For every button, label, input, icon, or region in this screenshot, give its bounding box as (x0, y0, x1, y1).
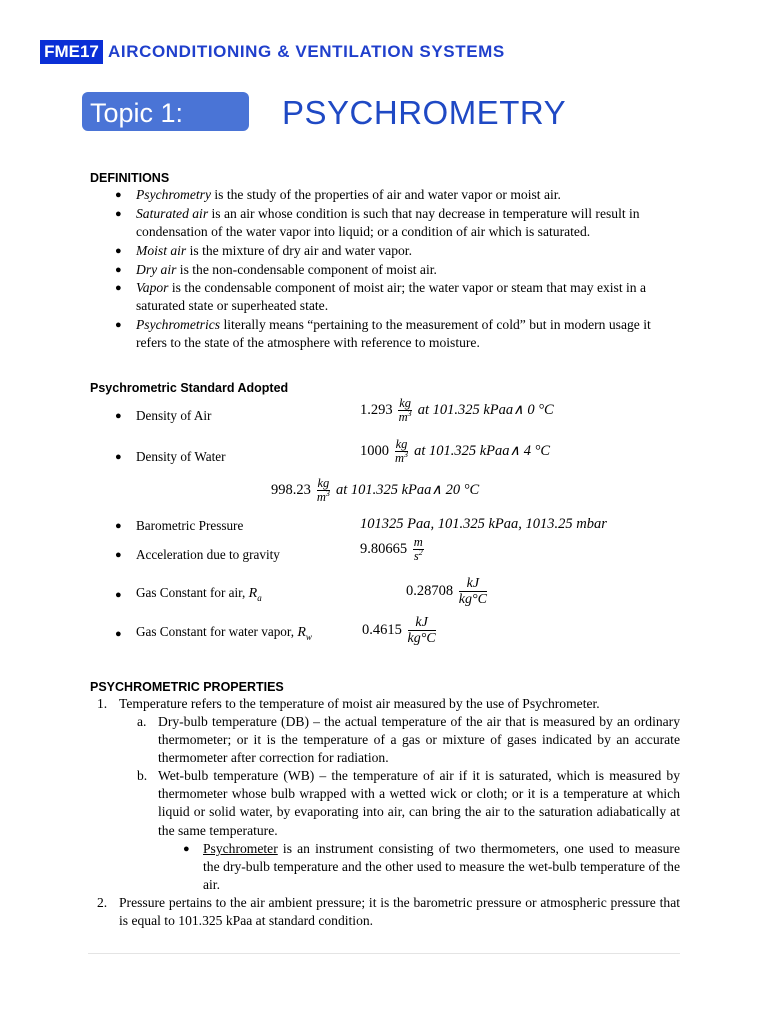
bullet-icon: ● (115, 282, 122, 294)
list-number: 1. (97, 696, 108, 711)
definition-term: Dry air (136, 262, 177, 277)
list-letter: b. (137, 768, 148, 783)
definitions-heading: DEFINITIONS (90, 171, 170, 185)
bullet-icon: ● (115, 589, 122, 601)
bullet-icon: ● (115, 628, 122, 640)
unit-fraction: $\frac{m}{s^2}$ (413, 535, 423, 563)
definition-item (136, 316, 680, 352)
gas-constant-water-label: Gas Constant for water vapor, $R_w$ (136, 624, 312, 642)
psychrometer-definition: Psychrometer is an instrument consisting of two thermometers, one used to measure the dry-bulb temperature and the other used to measure the wet-bulb temperature of the air. (203, 841, 680, 893)
definition-text: is the mixture of dry air and water vapor. (186, 243, 412, 258)
definition-term: Vapor (136, 280, 169, 295)
bullet-icon: ● (115, 189, 122, 201)
definition-term: Psychrometry (136, 187, 211, 202)
property-pressure: Pressure pertains to the air ambient pressure; it is the barometric pressure or atmospheric pressure that is equal to 101.325 kPaa at standard condition. (119, 895, 680, 929)
list-number: 2. (97, 895, 108, 910)
unit-fraction: $\frac{kg}{m^3}$ (398, 396, 412, 424)
bullet-icon: ● (115, 245, 122, 257)
definition-text: is the condensable component of moist air; the water vapor or steam that may exist in a saturated state or superheated state. (136, 280, 647, 314)
definition-text: literally means “pertaining to the measurement of cold” but in modern usage it refers to the state of the atmosphere with reference to moisture. (136, 317, 651, 351)
bullet-icon: ● (183, 843, 190, 855)
course-code-badge: FME17 (40, 40, 103, 64)
property-wet-bulb: Wet-bulb temperature (WB) – the temperature of air if it is saturated, which is measured by thermometer whose bulb wrapped with a wetted wick or cloth; or it is a temperature at which liquid or solid water, by evaporating into air, can bring the air to the saturation adiabatically at the same temperature. (158, 768, 680, 838)
barometric-label: Barometric Pressure (136, 518, 244, 533)
definition-term: Psychrometrics (136, 317, 221, 332)
standard-heading: Psychrometric Standard Adopted (90, 381, 289, 395)
psychrometer-term: Psychrometer (203, 841, 278, 856)
bullet-icon: ● (115, 451, 122, 463)
bullet-icon: ● (115, 520, 122, 532)
density-air-value: 1.293 $\frac{kg}{m^3}$ at 101.325 kPaa∧ 0 °C (360, 396, 554, 424)
definition-item (136, 205, 680, 241)
definition-item (136, 242, 680, 260)
property-temperature: Temperature refers to the temperature of moist air measured by the use of Psychrometer. (119, 696, 600, 711)
bullet-icon: ● (115, 549, 122, 561)
gas-constant-air-value: 0.28708 $\frac{kJ}{kg^\circ C}$ (406, 576, 487, 607)
course-title: AIRCONDITIONING & VENTILATION SYSTEMS (108, 42, 505, 61)
barometric-value: 101325 Paa, 101.325 kPaa, 1013.25 mbar (360, 516, 607, 532)
gravity-value: 9.80665 $\frac{m}{s^2}$ (360, 535, 423, 563)
density-water-value-alt: 998.23 $\frac{kg}{m^3}$ at 101.325 kPaa∧ 20 °C (271, 476, 480, 504)
definition-text: is an air whose condition is such that nay decrease in temperature will result in condensation of the water vapor into liquid; or a condition of air which is saturated. (136, 206, 640, 240)
density-water-label: Density of Water (136, 449, 226, 464)
definition-item (136, 261, 680, 279)
bullet-icon: ● (115, 264, 122, 276)
gravity-label: Acceleration due to gravity (136, 547, 280, 562)
property-dry-bulb: Dry-bulb temperature (DB) – the actual temperature of the air that is measured by an ordinary thermometer; or it is the temperature of a gas or mixture of gases indicated by an accurate thermometer after correction for radiation. (158, 714, 680, 766)
definition-text: is the non-condensable component of moist air. (176, 262, 437, 277)
density-water-value: 1000 $\frac{kg}{m^3}$ at 101.325 kPaa∧ 4 °C (360, 437, 551, 465)
unit-fraction: $\frac{kg}{m^3}$ (316, 476, 330, 504)
bullet-icon: ● (115, 319, 122, 331)
properties-heading: PSYCHROMETRIC PROPERTIES (90, 680, 284, 694)
definition-item (136, 186, 680, 204)
page-divider (88, 953, 680, 954)
definition-text: is the study of the properties of air and water vapor or moist air. (211, 187, 561, 202)
definition-term: Saturated air (136, 206, 209, 221)
unit-fraction: $\frac{kJ}{kg^\circ C}$ (407, 615, 436, 646)
density-air-label: Density of Air (136, 408, 212, 423)
topic-label: Topic 1: (90, 98, 184, 128)
list-letter: a. (137, 714, 147, 729)
unit-fraction: $\frac{kg}{m^3}$ (395, 437, 409, 465)
gas-constant-water-value: 0.4615 $\frac{kJ}{kg^\circ C}$ (362, 615, 436, 646)
gas-constant-air-label: Gas Constant for air, $R_a$ (136, 585, 262, 603)
definition-term: Moist air (136, 243, 187, 258)
page-title: PSYCHROMETRY (282, 94, 567, 131)
definition-item (136, 279, 680, 315)
bullet-icon: ● (115, 208, 122, 220)
bullet-icon: ● (115, 410, 122, 422)
unit-fraction: $\frac{kJ}{kg^\circ C}$ (458, 576, 487, 607)
